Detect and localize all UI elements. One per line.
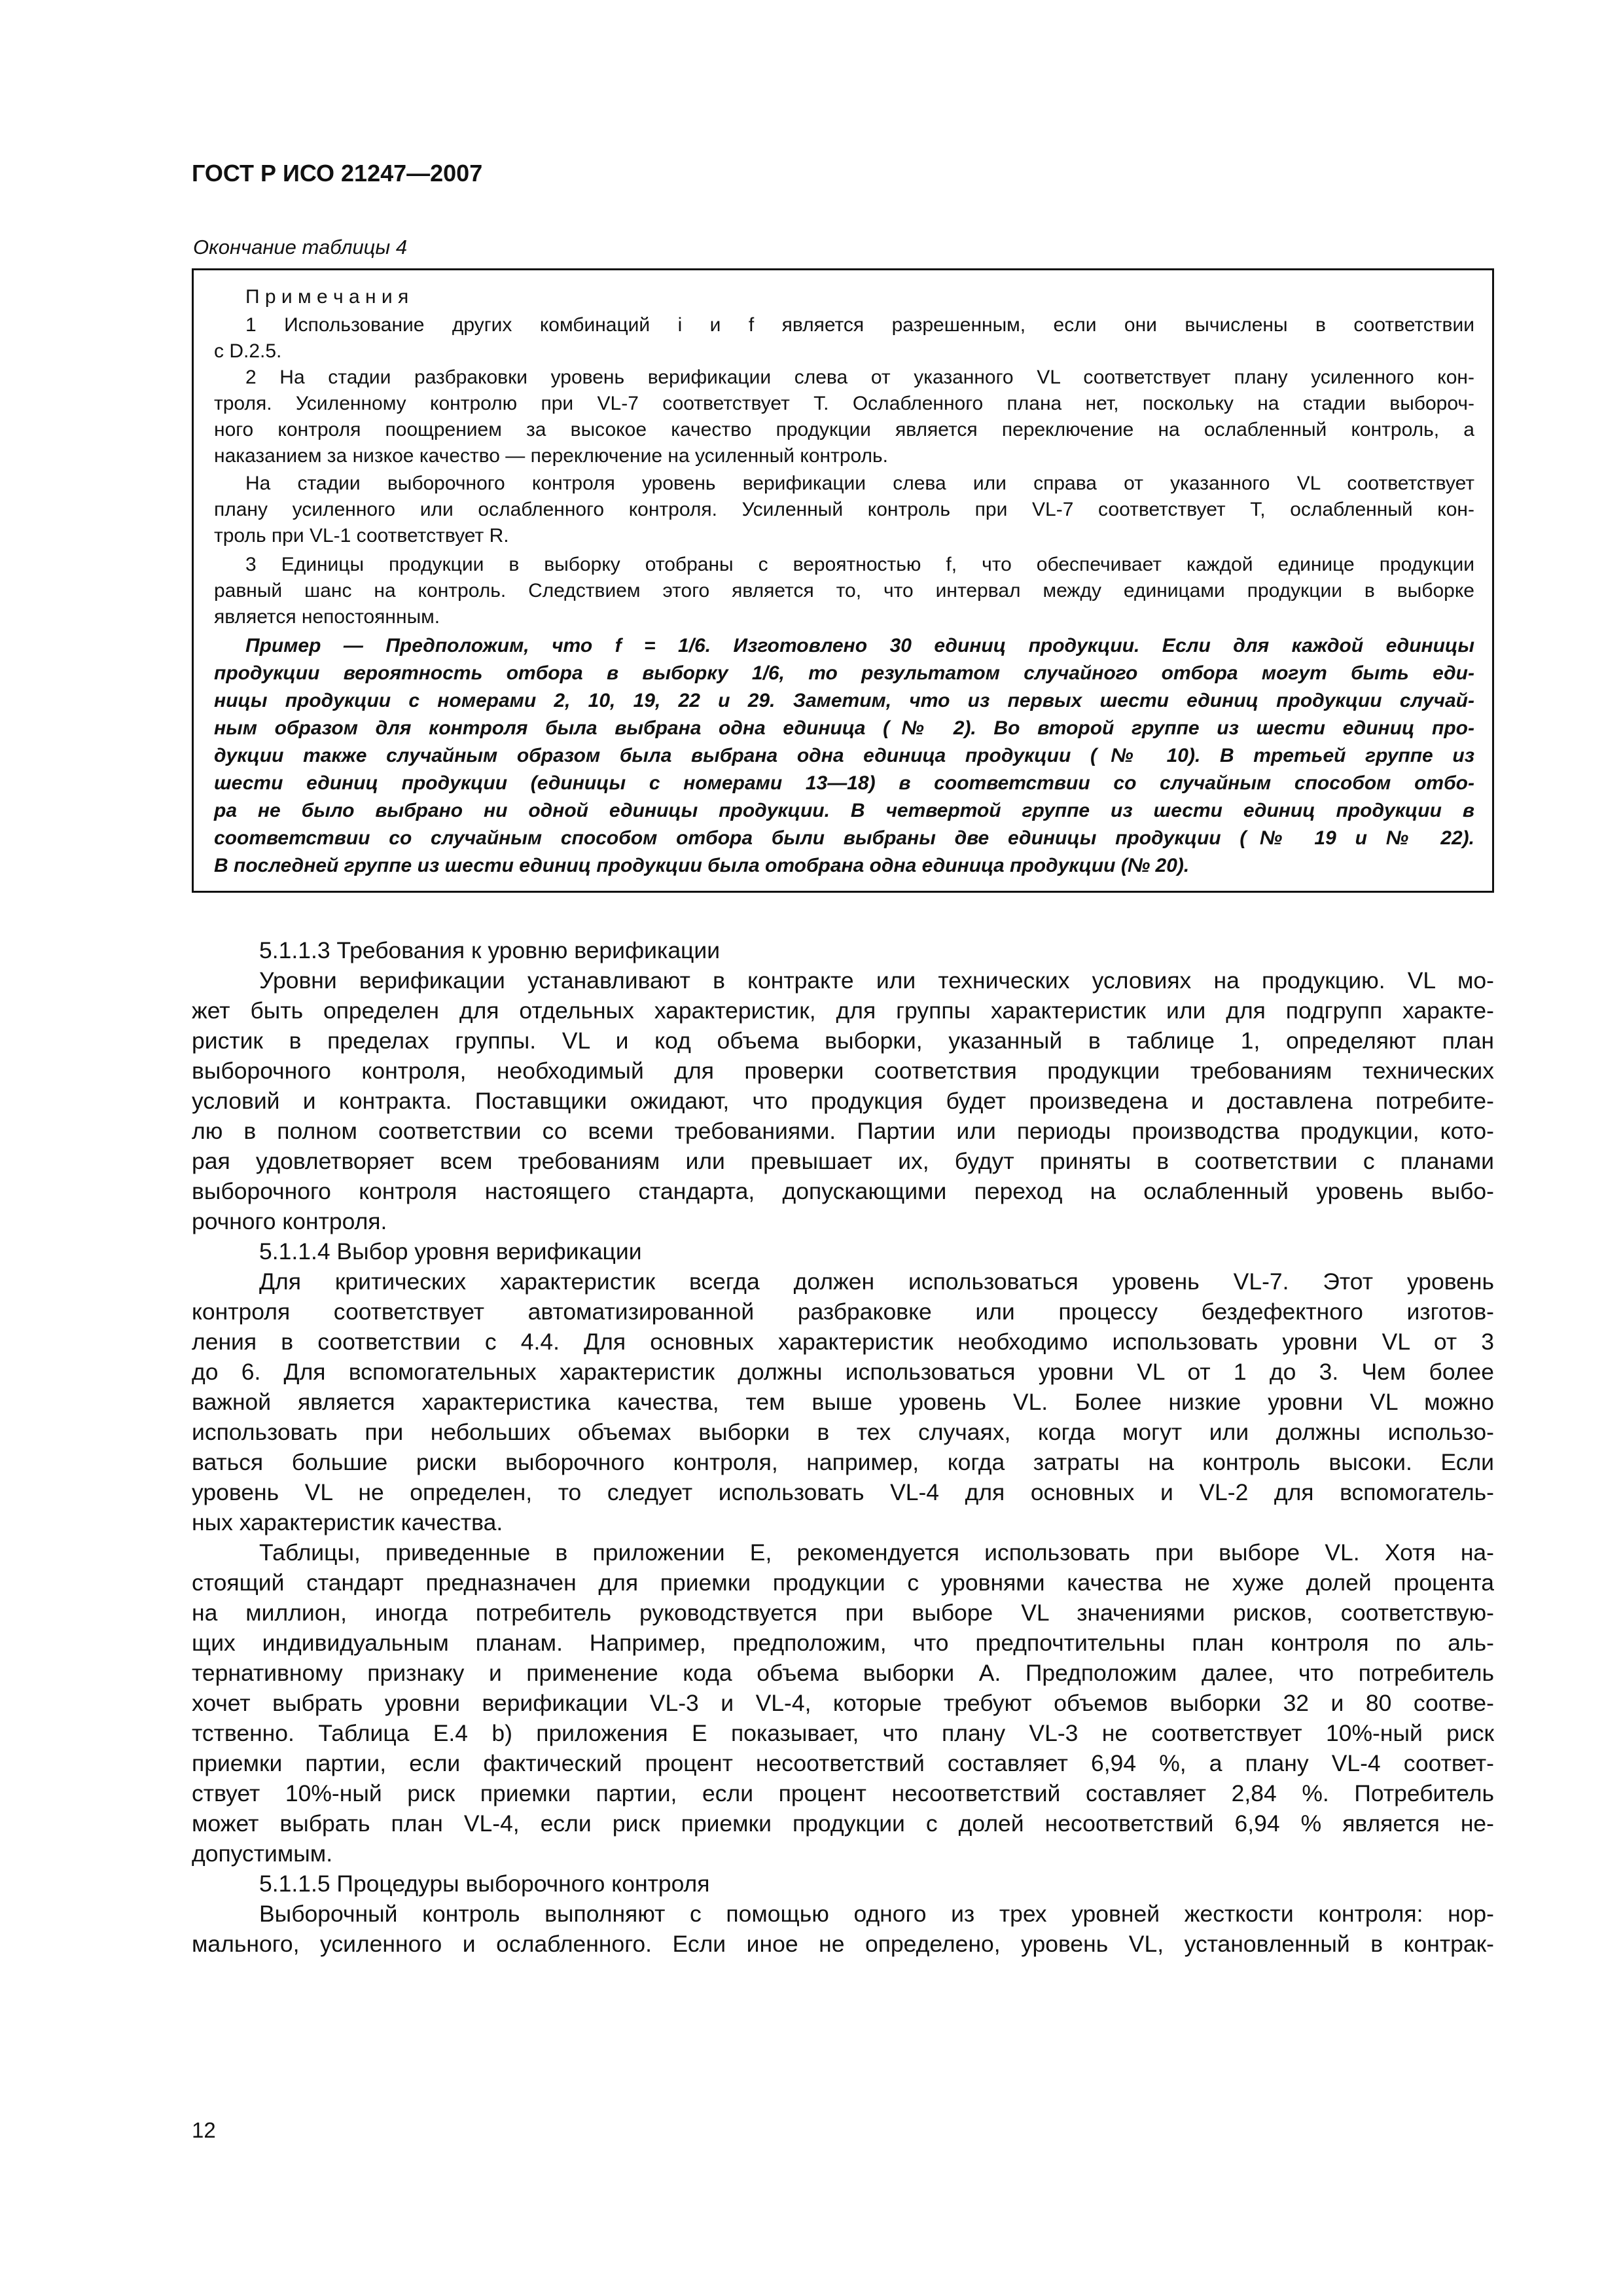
body-line: ваться большие риски выборочного контроля, например, когда затраты на контроль высоки. Если bbox=[192, 1449, 1494, 1475]
body-line: ления в соответствии с 4.4. Для основных характеристик необходимо использовать уровни VL от 3 bbox=[192, 1329, 1494, 1355]
body-line: рая удовлетворяет всем требованиям или превышает их, будут приняты в соответствии с планами bbox=[192, 1148, 1494, 1174]
section-heading-5-1-1-5: 5.1.1.5 Процедуры выборочного контроля bbox=[259, 1871, 710, 1897]
example-line: ра не было выбрано ни одной единицы продукции. В четвертой группе из шести единиц продукции в bbox=[214, 800, 1474, 821]
body-line: Уровни верификации устанавливают в контракте или технических условиях на продукцию. VL мо- bbox=[259, 967, 1494, 994]
body-line: условий и контракта. Поставщики ожидают, что продукция будет произведена и доставлена потребите- bbox=[192, 1088, 1494, 1114]
body-line: приемки партии, если фактический процент несоответствий составляет 6,94 %, а плану VL-4 соответ- bbox=[192, 1750, 1494, 1776]
note-line: плану усиленного или ослабленного контроля. Усиленный контроль при VL-7 соответствует T, ослабленный кон- bbox=[214, 499, 1474, 520]
example-line: ницы продукции с номерами 2, 10, 19, 22 и 29. Заметим, что из первых шести единиц продукции случай- bbox=[214, 690, 1474, 711]
table-caption: Окончание таблицы 4 bbox=[193, 236, 408, 259]
body-line: Для критических характеристик всегда должен использоваться уровень VL-7. Этот уровень bbox=[259, 1268, 1494, 1295]
body-line: лю в полном соответствии со всеми требованиями. Партии или периоды производства продукции, кото- bbox=[192, 1118, 1494, 1144]
body-line: выборочного контроля, необходимый для проверки соответствия продукции требованиям технических bbox=[192, 1058, 1494, 1084]
body-line: допустимым. bbox=[192, 1840, 333, 1867]
body-line: мального, усиленного и ослабленного. Если иное не определено, уровень VL, установленный в контрак- bbox=[192, 1931, 1494, 1957]
example-line: соответствии со случайным способом отбора были выбраны две единицы продукции (№ 19 и № 22). bbox=[214, 827, 1474, 849]
body-line: использовать при небольших объемах выборки в тех случаях, когда могут или должны использо- bbox=[192, 1419, 1494, 1445]
body-line: хочет выбрать уровни верификации VL-3 и VL-4, которые требуют объемов выборки 32 и 80 соотве- bbox=[192, 1690, 1494, 1716]
section-heading-5-1-1-3: 5.1.1.3 Требования к уровню верификации bbox=[259, 937, 721, 963]
note-line: наказанием за низкое качество — переключение на усиленный контроль. bbox=[214, 445, 889, 467]
body-line: жет быть определен для отдельных характеристик, для группы характеристик или для подгрупп характе- bbox=[192, 997, 1494, 1024]
body-line: ствует 10%-ный риск приемки партии, если процент несоответствий составляет 2,84 %. Потребитель bbox=[192, 1780, 1494, 1806]
body-line: тернативному признаку и применение кода объема выборки A. Предположим далее, что потребитель bbox=[192, 1660, 1494, 1686]
body-line: щих индивидуальным планам. Например, предположим, что предпочтительны план контроля по аль- bbox=[192, 1630, 1494, 1656]
note-line: 1 Использование других комбинаций i и f является разрешенным, если они вычислены в соответствии bbox=[245, 314, 1474, 336]
body-line: важной является характеристика качества, тем выше уровень VL. Более низкие уровни VL можно bbox=[192, 1389, 1494, 1415]
body-line: Таблицы, приведенные в приложении E, рекомендуется использовать при выборе VL. Хотя на- bbox=[259, 1539, 1494, 1566]
body-line: ристик в пределах группы. VL и код объема выборки, указанный в таблице 1, определяют план bbox=[192, 1028, 1494, 1054]
page-number: 12 bbox=[192, 2118, 216, 2142]
example-line: продукции вероятность отбора в выборку 1/6, то результатом случайного отбора могут быть еди- bbox=[214, 662, 1474, 684]
note-line: равный шанс на контроль. Следствием этого является то, что интервал между единицами продукции в выборке bbox=[214, 580, 1474, 601]
example-line: дукции также случайным образом была выбрана одна единица продукции (№ 10). В третьей группе из bbox=[214, 745, 1474, 766]
example-line: В последней группе из шести единиц продукции была отобрана одна единица продукции (№ 20). bbox=[214, 855, 1190, 876]
note-line: 3 Единицы продукции в выборку отобраны с вероятностью f, что обеспечивает каждой единице продукции bbox=[245, 554, 1474, 575]
body-line: может выбрать план VL-4, если риск приемки продукции с долей несоответствий 6,94 % является не- bbox=[192, 1810, 1494, 1837]
body-line: Выборочный контроль выполняют с помощью одного из трех уровней жесткости контроля: нор- bbox=[259, 1901, 1494, 1927]
section-heading-5-1-1-4: 5.1.1.4 Выбор уровня верификации bbox=[259, 1238, 642, 1265]
body-line: контроля соответствует автоматизированной разбраковке или процессу бездефектного изготов- bbox=[192, 1299, 1494, 1325]
note-line: На стадии выборочного контроля уровень верификации слева или справа от указанного VL соответствует bbox=[245, 473, 1474, 494]
body-line: уровень VL не определен, то следует использовать VL-4 для основных и VL-2 для вспомогатель- bbox=[192, 1479, 1494, 1505]
body-line: ных характеристик качества. bbox=[192, 1509, 503, 1535]
note-line: 2 На стадии разбраковки уровень верификации слева от указанного VL соответствует плану усиленного кон- bbox=[245, 367, 1474, 388]
document-header: ГОСТ Р ИСО 21247—2007 bbox=[192, 160, 483, 187]
note-line: ного контроля поощрением за высокое качество продукции является переключение на ослабленный контроль, а bbox=[214, 419, 1474, 440]
note-line: троля. Усиленному контролю при VL-7 соответствует T. Ослабленного плана нет, поскольку на стадии выбороч- bbox=[214, 393, 1474, 414]
note-line: с D.2.5. bbox=[214, 340, 282, 362]
body-line: рочного контроля. bbox=[192, 1208, 387, 1234]
body-line: стоящий стандарт предназначен для приемки продукции с уровнями качества не хуже долей процента bbox=[192, 1570, 1494, 1596]
body-line: выборочного контроля настоящего стандарта, допускающими переход на ослабленный уровень выбо- bbox=[192, 1178, 1494, 1204]
body-line: тственно. Таблица E.4 b) приложения E показывает, что плану VL-3 не соответствует 10%-ный риск bbox=[192, 1720, 1494, 1746]
example-line: шести единиц продукции (единицы с номерами 13—18) в соответствии со случайным способом отбо- bbox=[214, 772, 1474, 794]
note-line: троль при VL-1 соответствует R. bbox=[214, 525, 509, 547]
example-line: ным образом для контроля была выбрана одна единица (№ 2). Во второй группе из шести единиц про- bbox=[214, 717, 1474, 739]
body-line: на миллион, иногда потребитель руководствуется при выборе VL значениями рисков, соответствую- bbox=[192, 1600, 1494, 1626]
notes-heading: П р и м е ч а н и я bbox=[245, 286, 409, 308]
note-line: является непостоянным. bbox=[214, 606, 440, 628]
example-line: Пример — Предположим, что f = 1/6. Изготовлено 30 единиц продукции. Если для каждой единицы bbox=[245, 635, 1474, 656]
body-line: до 6. Для вспомогательных характеристик должны использоваться уровни VL от 1 до 3. Чем более bbox=[192, 1359, 1494, 1385]
